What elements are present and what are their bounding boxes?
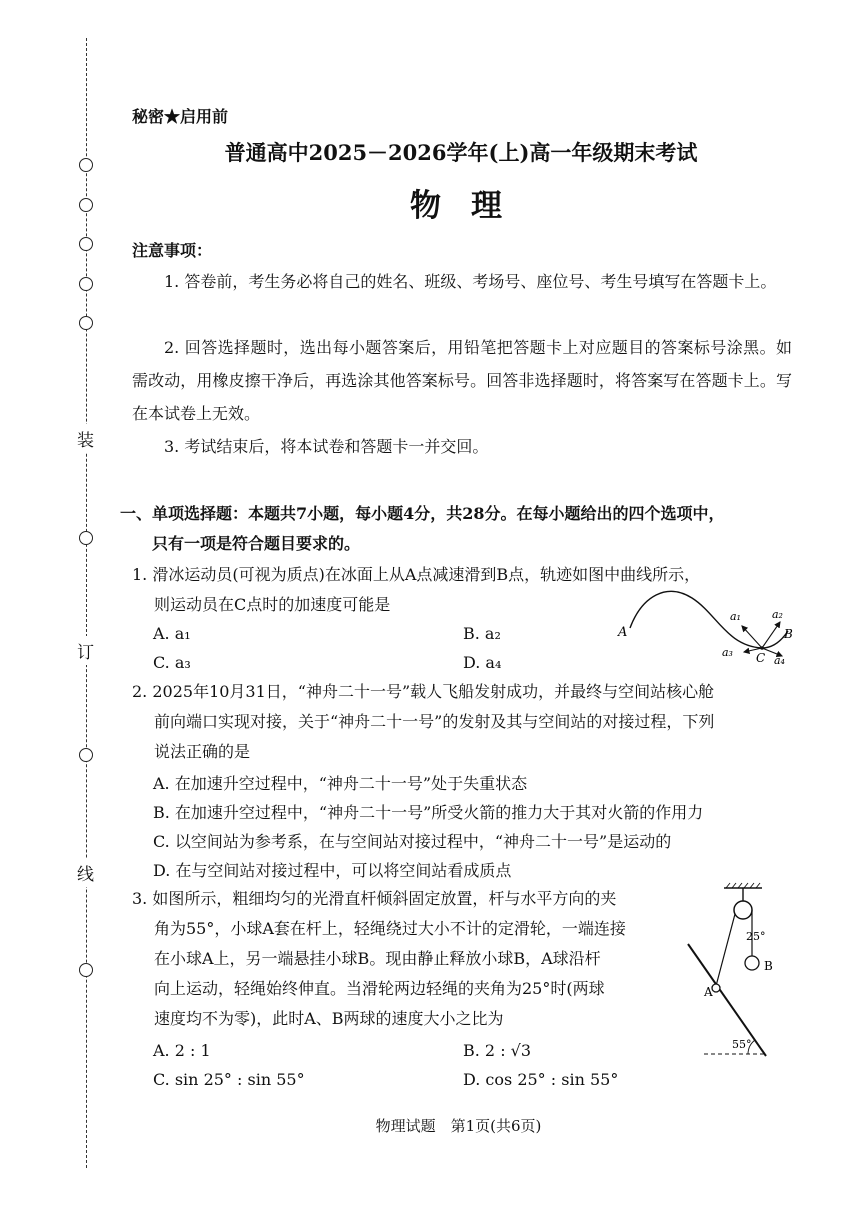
binding-char-ding: 订 — [77, 636, 94, 665]
notice-item-1: 1. 答卷前，考生务必将自己的姓名、班级、考场号、座位号、考生号填写在答题卡上。 — [164, 272, 777, 291]
q3-label-25: 25° — [746, 930, 766, 943]
q3-label-55: 55° — [732, 1038, 752, 1051]
page-footer: 物理试题 第1页(共6页) — [375, 1117, 542, 1135]
section-heading-cont: 只有一项是符合题目要求的。 — [152, 534, 361, 553]
binding-char-xian: 线 — [77, 858, 94, 887]
binding-hole — [79, 316, 93, 330]
q3-line-2: 角为55°，小球A套在杆上，轻绳绕过大小不计的定滑轮，一端连接 — [154, 919, 626, 938]
q3-option-a: A. 2 : 1 — [153, 1041, 211, 1060]
exam-title: 普通高中2025－2026学年(上)高一年级期末考试 — [224, 140, 698, 165]
q1-option-d: D. a₄ — [463, 653, 502, 672]
section-heading: 一、单项选择题：本题共7小题，每小题4分，共28分。在每小题给出的四个选项中， — [120, 504, 725, 523]
q3-option-c: C. sin 25° : sin 55° — [153, 1070, 305, 1089]
binding-hole — [79, 237, 93, 251]
q1-arrow-a2 — [762, 622, 780, 648]
q2-option-a: A. 在加速升空过程中，“神舟二十一号”处于失重状态 — [153, 774, 528, 793]
binding-hole — [79, 963, 93, 977]
q1-label-a4: a₄ — [774, 654, 785, 666]
binding-hole — [79, 277, 93, 291]
q2-stem — [132, 677, 802, 767]
notice-item-2: 2. 回答选择题时，选出每小题答案后，用铅笔把答题卡上对应题目的答案标号涂黑。如需改动，用橡皮擦干净后，再选涂其他答案标号。回答非选择题时，将答案写在答题卡上。写在本试卷上无效。 — [132, 338, 792, 423]
q1-trajectory-curve — [630, 591, 788, 648]
q1-figure — [612, 586, 802, 666]
q3-rope-a — [716, 914, 735, 986]
q3-ball-b — [745, 956, 759, 970]
q3-line-3: 在小球A上，另一端悬挂小球B。现由静止释放小球B，A球沿杆 — [154, 949, 601, 968]
q3-stem — [132, 884, 672, 1034]
subject-title: 物理 — [410, 188, 532, 224]
q2-option-c: C. 以空间站为参考系，在与空间站对接过程中，“神舟二十一号”是运动的 — [153, 832, 672, 851]
q1-line-2: 则运动员在C点时的加速度可能是 — [154, 595, 391, 614]
q3-label-b: B — [764, 959, 773, 973]
q3-line-5: 速度均不为零)，此时A、B两球的速度大小之比为 — [154, 1009, 504, 1028]
q3-option-d: D. cos 25° : sin 55° — [463, 1070, 619, 1089]
notice-item-3: 3. 考试结束后，将本试卷和答题卡一并交回。 — [164, 437, 489, 456]
binding-hole — [79, 531, 93, 545]
q1-label-a: A — [618, 625, 628, 640]
q3-line-1: 3. 如图所示，粗细均匀的光滑直杆倾斜固定放置，杆与水平方向的夹 — [132, 889, 617, 908]
q1-option-a: A. a₁ — [153, 624, 191, 643]
q1-label-c: C — [756, 651, 766, 665]
q1-option-b: B. a₂ — [463, 624, 501, 643]
q3-pulley — [734, 901, 752, 919]
q3-ceiling-hatch — [726, 883, 760, 888]
q2-option-b: B. 在加速升空过程中，“神舟二十一号”所受火箭的推力大于其对火箭的作用力 — [153, 803, 704, 822]
q3-option-b: B. 2 : √3 — [463, 1041, 532, 1060]
secret-label: 秘密★启用前 — [132, 107, 229, 126]
q3-line-4: 向上运动，轻绳始终伸直。当滑轮两边轻绳的夹角为25°时(两球 — [154, 979, 605, 998]
notice-heading: 注意事项： — [132, 241, 213, 260]
q3-label-a: A — [704, 985, 713, 999]
q3-figure — [684, 880, 804, 1060]
binding-hole — [79, 748, 93, 762]
q2-line-2: 前向端口实现对接，关于“神舟二十一号”的发射及其与空间站的对接过程，下列 — [154, 712, 715, 731]
q1-option-c: C. a₃ — [153, 653, 191, 672]
q1-label-b: B — [784, 627, 793, 641]
q1-label-a2: a₂ — [772, 608, 783, 621]
q1-line-1: 1. 滑冰运动员(可视为质点)在冰面上从A点减速滑到B点，轨迹如图中曲线所示， — [132, 565, 701, 584]
q2-line-1: 2. 2025年10月31日，“神舟二十一号”载人飞船发射成功，并最终与空间站核心舱 — [132, 682, 715, 701]
q3-ball-a — [712, 984, 720, 992]
binding-char-zhuang: 装 — [77, 424, 94, 453]
q2-option-d: D. 在与空间站对接过程中，可以将空间站看成质点 — [153, 861, 512, 880]
q1-label-a3: a₃ — [722, 646, 733, 659]
q2-line-3: 说法正确的是 — [154, 742, 251, 761]
q1-label-a1: a₁ — [730, 610, 741, 623]
